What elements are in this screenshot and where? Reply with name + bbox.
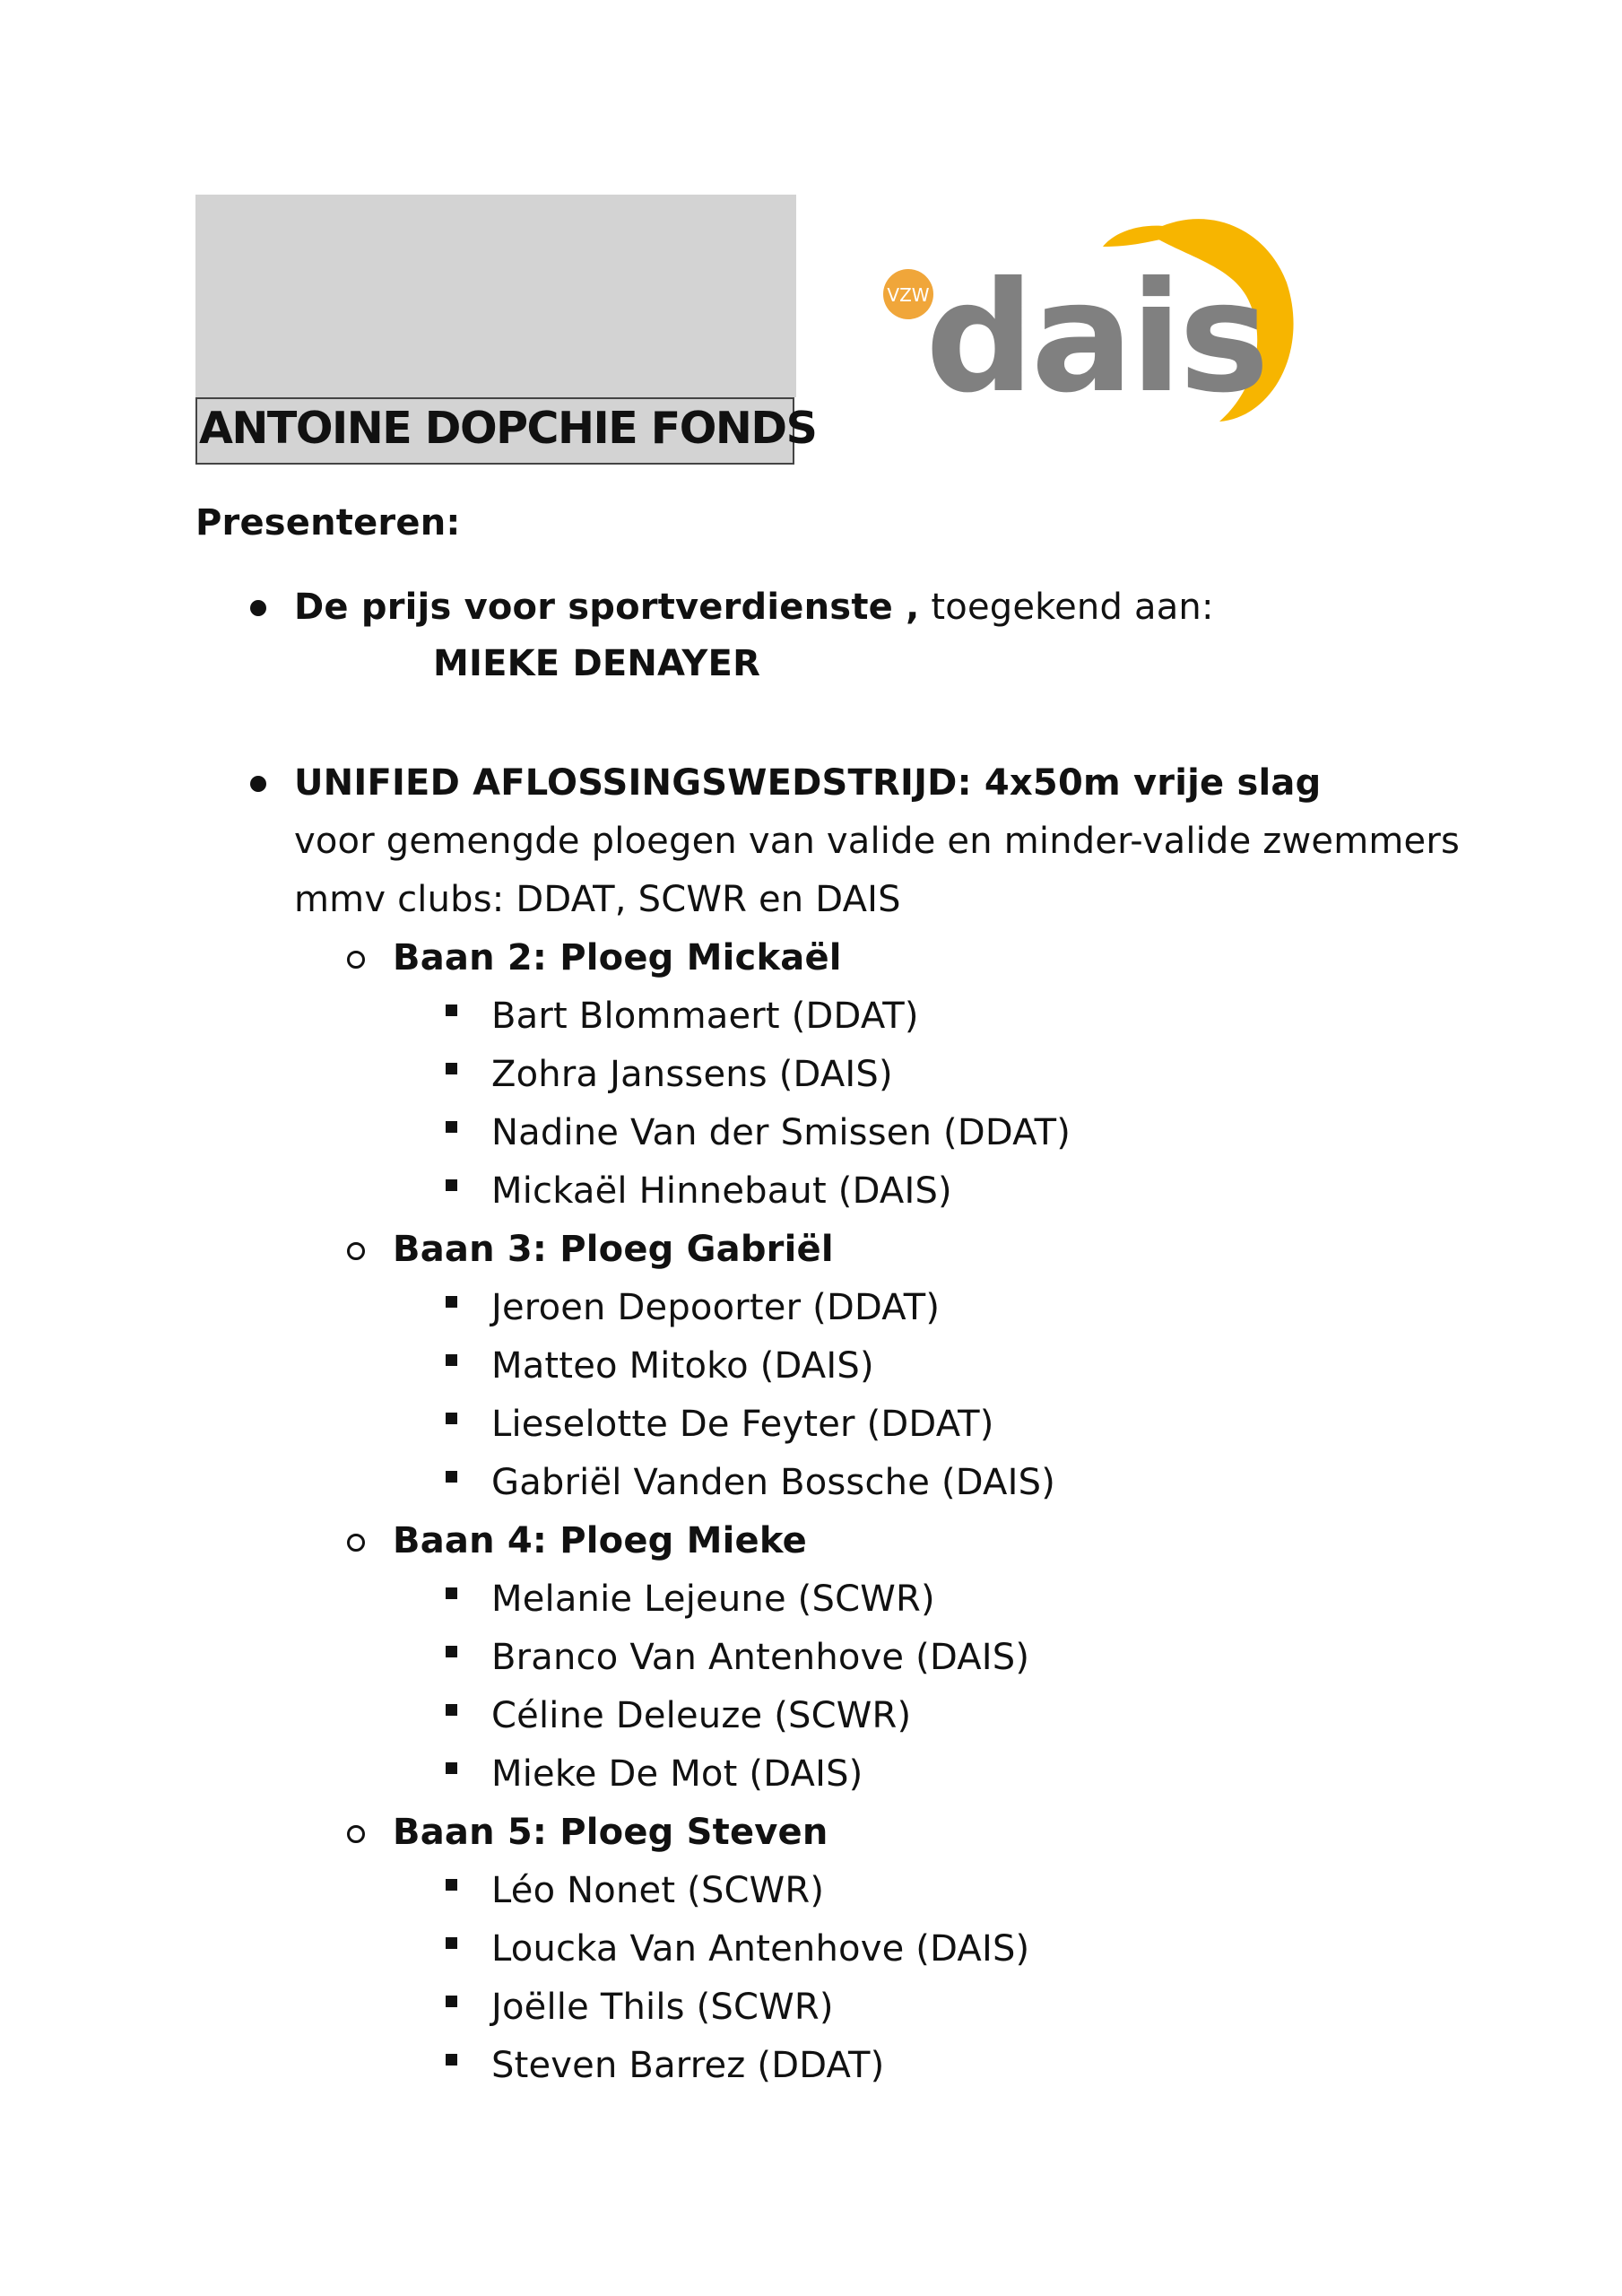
bullet-disc [250, 776, 266, 792]
lane-member: Gabriël Vanden Bossche (DAIS) [491, 1462, 1056, 1503]
bullet-square [446, 1296, 457, 1308]
lane-member: Branco Van Antenhove (DAIS) [491, 1637, 1030, 1678]
lane-member: Lieselotte De Feyter (DDAT) [491, 1404, 994, 1445]
lane-member: Matteo Mitoko (DAIS) [491, 1345, 874, 1387]
lane-member: Steven Barrez (DDAT) [491, 2045, 885, 2086]
bullet-square [446, 1646, 457, 1657]
dais-logo [879, 206, 1309, 448]
lane-member: Léo Nonet (SCWR) [491, 1870, 825, 1911]
intro-text: Presenteren: [195, 502, 461, 544]
bullet-square [446, 1879, 457, 1891]
lane-title: Baan 5: Ploeg Steven [393, 1812, 828, 1853]
lane-member: Bart Blommaert (DDAT) [491, 996, 919, 1037]
relay-description-line1: voor gemengde ploegen van valide en minder-valide zwemmers [294, 821, 1461, 862]
award-line [294, 587, 1214, 628]
lane-member: Mickaël Hinnebaut (DAIS) [491, 1170, 952, 1212]
bullet-square [446, 1004, 457, 1016]
bullet-square [446, 1996, 457, 2007]
lane-member: Zohra Janssens (DAIS) [491, 1054, 893, 1095]
lane-title: Baan 2: Ploeg Mickaël [393, 937, 842, 978]
relay-title: UNIFIED AFLOSSINGSWEDSTRIJD: 4x50m vrije slag [294, 762, 1322, 804]
bullet-square [446, 1937, 457, 1949]
page-title: ANTOINE DOPCHIE FONDS [199, 403, 817, 454]
award-label: De prijs voor sportverdienste , [294, 587, 920, 628]
logo-badge-text: VZW [887, 284, 930, 306]
bullet-square [446, 1762, 457, 1774]
bullet-square [446, 1587, 457, 1599]
bullet-circle [347, 951, 365, 969]
lane-member: Jeroen Depoorter (DDAT) [491, 1287, 941, 1328]
bullet-square [446, 1063, 457, 1074]
lane-member: Céline Deleuze (SCWR) [491, 1695, 912, 1736]
lane-member: Joëlle Thils (SCWR) [491, 1987, 834, 2028]
logo-text: dais [925, 249, 1266, 427]
award-label-rest: toegekend aan: [919, 587, 1214, 628]
bullet-square [446, 2054, 457, 2066]
title-box [195, 397, 817, 465]
lane-member: Nadine Van der Smissen (DDAT) [491, 1112, 1071, 1153]
relay-description-line2: mmv clubs: DDAT, SCWR en DAIS [294, 879, 901, 920]
bullet-square [446, 1354, 457, 1366]
bullet-circle [347, 1825, 365, 1843]
bullet-square [446, 1413, 457, 1424]
bullet-circle [347, 1242, 365, 1260]
bullet-square [446, 1471, 457, 1483]
lane-title: Baan 3: Ploeg Gabriël [393, 1229, 834, 1270]
bullet-square [446, 1704, 457, 1716]
lane-member: Melanie Lejeune (SCWR) [491, 1578, 935, 1620]
photo-placeholder [195, 195, 796, 397]
bullet-square [446, 1121, 457, 1133]
bullet-circle [347, 1534, 365, 1552]
bullet-square [446, 1179, 457, 1191]
lane-title: Baan 4: Ploeg Mieke [393, 1520, 807, 1561]
bullet-disc [250, 600, 266, 616]
award-recipient: MIEKE DENAYER [433, 643, 761, 684]
lane-member: Mieke De Mot (DAIS) [491, 1753, 863, 1795]
lane-member: Loucka Van Antenhove (DAIS) [491, 1928, 1030, 1970]
